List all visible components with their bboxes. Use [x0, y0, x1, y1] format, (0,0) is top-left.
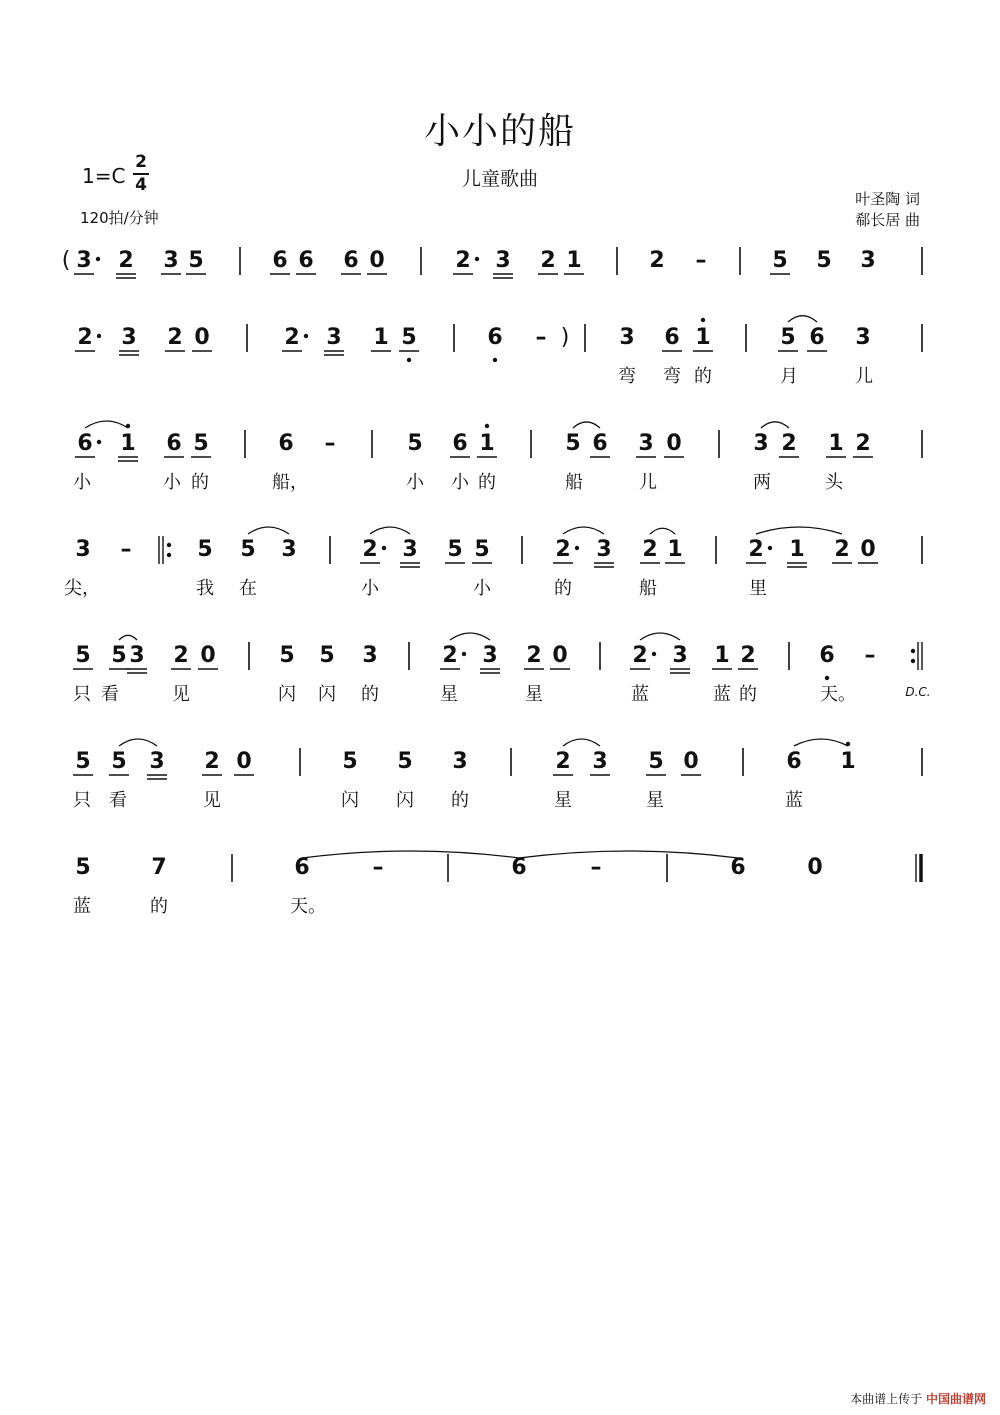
footer-text: 本曲谱上传于 [850, 1392, 923, 1406]
note: 6 [298, 248, 314, 273]
augmentation-dot [768, 546, 772, 550]
footer-credit [850, 1390, 986, 1407]
lyric-syllable: 里 [749, 578, 767, 599]
note: 6 [77, 431, 93, 456]
lyric-syllable: 小 [473, 578, 491, 599]
low-octave-dot [407, 358, 411, 362]
lyric-syllable: 的 [150, 896, 168, 917]
slur [119, 635, 137, 640]
note: 3 [163, 248, 179, 273]
note: – [120, 537, 132, 562]
note: 6 [786, 749, 802, 774]
lyric-syllable: 两 [753, 472, 771, 493]
note: 1 [695, 325, 711, 350]
lyric-syllable: 星 [440, 684, 458, 705]
lyric-syllable: 的 [554, 578, 572, 599]
note: 1 [840, 749, 856, 774]
lyric-syllable: 小 [163, 472, 181, 493]
lyric-syllable: 头 [825, 472, 843, 493]
slur [370, 527, 410, 534]
note: 6 [664, 325, 680, 350]
note: 5 [111, 643, 127, 668]
note: 2 [204, 749, 220, 774]
key-signature: 1=C [82, 164, 126, 188]
lyric-syllable: 儿 [855, 366, 873, 387]
note: 3 [672, 643, 688, 668]
note: – [324, 431, 336, 456]
lyric-syllable: 在 [239, 578, 257, 599]
note: 0 [683, 749, 699, 774]
note: 5 [565, 431, 581, 456]
tie [302, 851, 519, 858]
note: 5 [193, 431, 209, 456]
note: 3 [129, 643, 145, 668]
slur [563, 739, 600, 746]
note: 3 [121, 325, 137, 350]
note: 7 [151, 855, 167, 880]
note: 2 [855, 431, 871, 456]
note: – [535, 325, 547, 350]
note: 3 [482, 643, 498, 668]
lyric-syllable: 月 [780, 366, 798, 387]
note: 6 [294, 855, 310, 880]
slur [640, 633, 680, 640]
note: 5 [75, 749, 91, 774]
lyric-syllable: 船 [565, 472, 583, 493]
lyric-syllable: 弯 [618, 366, 636, 387]
note: 5 [188, 248, 204, 273]
tie [519, 851, 738, 858]
lyric-syllable: 小 [451, 472, 469, 493]
note: 6 [166, 431, 182, 456]
note: 3 [592, 749, 608, 774]
note: 5 [240, 537, 256, 562]
lyric-syllable: 小 [73, 472, 91, 493]
note: – [695, 248, 707, 273]
note: 2 [442, 643, 458, 668]
lyric-syllable: 闪 [396, 790, 414, 811]
repeat-dot [911, 659, 915, 663]
lyric-syllable: 蓝 [713, 684, 731, 705]
note: 3 [149, 749, 165, 774]
note: 1 [667, 537, 683, 562]
augmentation-dot [97, 334, 101, 338]
lyric-syllable: 天。 [820, 684, 856, 705]
note: 0 [666, 431, 682, 456]
augmentation-dot [382, 546, 386, 550]
lyric-syllable: 星 [646, 790, 664, 811]
note: 2 [77, 325, 93, 350]
note: 1 [789, 537, 805, 562]
note: 5 [342, 749, 358, 774]
note: 6 [487, 325, 503, 350]
lyric-syllable: 闪 [318, 684, 336, 705]
lyric-syllable: 星 [554, 790, 572, 811]
lyric-syllable: 我 [196, 578, 214, 599]
lyric-syllable: 的 [361, 684, 379, 705]
song-subtitle: 儿童歌曲 [461, 168, 538, 190]
note: 6 [343, 248, 359, 273]
note: 2 [555, 749, 571, 774]
note: 2 [118, 248, 134, 273]
low-octave-dot [825, 676, 829, 680]
note: 0 [200, 643, 216, 668]
lyric-syllable: 的 [694, 366, 712, 387]
note: 2 [649, 248, 665, 273]
note: 0 [194, 325, 210, 350]
slur [563, 527, 604, 534]
note: 3 [402, 537, 418, 562]
note: 1 [566, 248, 582, 273]
lyric-syllable: 船 [639, 578, 657, 599]
note: 2 [362, 537, 378, 562]
slur [761, 422, 789, 428]
note: 2 [284, 325, 300, 350]
note: 5 [197, 537, 213, 562]
lyric-syllable: 见 [172, 684, 190, 705]
high-octave-dot [485, 424, 489, 428]
note: 2 [455, 248, 471, 273]
augmentation-dot [97, 440, 101, 444]
note: 2 [540, 248, 556, 273]
note: 6 [592, 431, 608, 456]
augmentation-dot [652, 652, 656, 656]
note: 5 [648, 749, 664, 774]
lyric-syllable: 见 [203, 790, 221, 811]
note: 1 [120, 431, 136, 456]
note: 3 [619, 325, 635, 350]
note: 6 [809, 325, 825, 350]
note: 5 [75, 855, 91, 880]
slur [756, 527, 842, 534]
lyric-syllable: 闪 [278, 684, 296, 705]
note: 2 [781, 431, 797, 456]
slur [119, 739, 157, 746]
note: 5 [407, 431, 423, 456]
note: 3 [362, 643, 378, 668]
note: 3 [596, 537, 612, 562]
lyric-syllable: 船， [272, 472, 308, 493]
lyric-syllable: 蓝 [631, 684, 649, 705]
note: 3 [452, 749, 468, 774]
note: 3 [281, 537, 297, 562]
note: 3 [855, 325, 871, 350]
note: 0 [552, 643, 568, 668]
note: 5 [474, 537, 490, 562]
note: 3 [753, 431, 769, 456]
lyric-syllable: 天。 [290, 896, 326, 917]
note: 6 [730, 855, 746, 880]
lyricist-credit: 叶圣陶 词 [855, 190, 920, 208]
note: 5 [780, 325, 796, 350]
note: 5 [772, 248, 788, 273]
note: 2 [642, 537, 658, 562]
lyric-syllable: 看 [101, 684, 119, 705]
note: 1 [373, 325, 389, 350]
note: 5 [279, 643, 295, 668]
repeat-dot [167, 553, 171, 557]
note: 5 [111, 749, 127, 774]
augmentation-dot [96, 257, 100, 261]
high-octave-dot [701, 318, 705, 322]
note: 2 [555, 537, 571, 562]
note: – [864, 643, 876, 668]
lyric-syllable: 闪 [341, 790, 359, 811]
repeat-dot [167, 543, 171, 547]
lyric-syllable: 蓝 [785, 790, 803, 811]
note: – [590, 855, 602, 880]
augmentation-dot [462, 652, 466, 656]
note: 0 [236, 749, 252, 774]
slur [650, 528, 675, 534]
note: 2 [173, 643, 189, 668]
slur [85, 421, 128, 428]
note: 1 [479, 431, 495, 456]
time-signature-top: 2 [135, 152, 147, 172]
slur [794, 739, 848, 746]
lyric-syllable: 尖， [64, 578, 100, 599]
note: 1 [714, 643, 730, 668]
note: 0 [369, 248, 385, 273]
song-title: 小小的船 [423, 111, 576, 152]
slur [788, 316, 817, 322]
note: – [372, 855, 384, 880]
note: 0 [807, 855, 823, 880]
note: 2 [632, 643, 648, 668]
slur [248, 527, 289, 534]
time-signature-bottom: 4 [135, 174, 147, 195]
lyric-syllable: 只 [73, 790, 91, 811]
note: 5 [319, 643, 335, 668]
note: 5 [397, 749, 413, 774]
note: 1 [828, 431, 844, 456]
note: 0 [860, 537, 876, 562]
footer-brand: 中国曲谱网 [925, 1392, 986, 1406]
note: 6 [819, 643, 835, 668]
note: 5 [816, 248, 832, 273]
slur [573, 422, 600, 428]
note: 2 [167, 325, 183, 350]
lyric-syllable: 弯 [663, 366, 681, 387]
lyric-syllable: 星 [525, 684, 543, 705]
note: 3 [860, 248, 876, 273]
augmentation-dot [304, 334, 308, 338]
lyric-syllable: 儿 [639, 472, 657, 493]
augmentation-dot [475, 257, 479, 261]
lyric-syllable: 看 [109, 790, 127, 811]
note: 5 [401, 325, 417, 350]
note: 3 [75, 537, 91, 562]
note: 3 [495, 248, 511, 273]
note: 6 [511, 855, 527, 880]
note: 2 [526, 643, 542, 668]
parenthesis: ) [560, 325, 570, 350]
lyric-syllable: 小 [361, 578, 379, 599]
lyric-syllable: 的 [478, 472, 496, 493]
composer-credit: 郗长居 曲 [855, 211, 920, 229]
note: 3 [638, 431, 654, 456]
note: 2 [748, 537, 764, 562]
low-octave-dot [493, 358, 497, 362]
note: 6 [452, 431, 468, 456]
note: 6 [278, 431, 294, 456]
dc-mark: D.C. [905, 685, 931, 699]
lyric-syllable: 的 [451, 790, 469, 811]
lyric-syllable: 的 [739, 684, 757, 705]
repeat-dot [911, 649, 915, 653]
note: 5 [75, 643, 91, 668]
lyric-syllable: 小 [406, 472, 424, 493]
note: 6 [272, 248, 288, 273]
slur [450, 633, 490, 640]
lyric-syllable: 只 [73, 684, 91, 705]
augmentation-dot [575, 546, 579, 550]
note: 3 [326, 325, 342, 350]
note: 2 [740, 643, 756, 668]
parenthesis: ( [61, 248, 71, 273]
lyric-syllable: 的 [191, 472, 209, 493]
note: 3 [76, 248, 92, 273]
note: 2 [834, 537, 850, 562]
lyric-syllable: 蓝 [73, 896, 91, 917]
tempo-marking: 120拍/分钟 [80, 209, 159, 227]
note: 5 [447, 537, 463, 562]
